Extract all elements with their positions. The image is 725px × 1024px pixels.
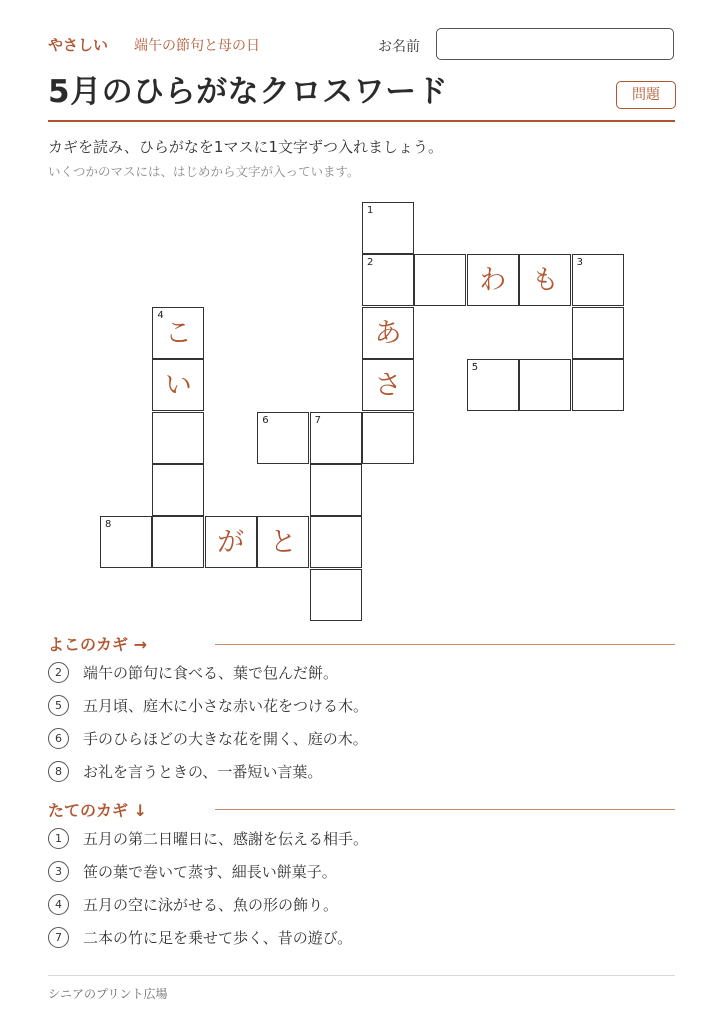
grid-cell[interactable] bbox=[362, 254, 414, 306]
cell-letter: こ bbox=[164, 317, 192, 349]
grid-cell[interactable] bbox=[205, 516, 257, 568]
clue-item bbox=[48, 894, 338, 915]
cell-letter: さ bbox=[374, 370, 402, 402]
clue-number: 3 bbox=[48, 861, 69, 882]
clue-item bbox=[48, 828, 368, 849]
clue-number: 4 bbox=[48, 894, 69, 915]
cell-letter: あ bbox=[374, 317, 402, 349]
clue-item bbox=[48, 927, 352, 948]
cell-number: 8 bbox=[105, 519, 112, 531]
grid-cell[interactable] bbox=[310, 412, 362, 464]
cell-number: 4 bbox=[157, 309, 164, 321]
grid-cell[interactable] bbox=[467, 359, 519, 411]
clue-text: 五月頃、庭木に小さな赤い花をつける木。 bbox=[83, 697, 369, 715]
cell-letter: い bbox=[164, 370, 192, 402]
problem-badge: 問題 bbox=[616, 81, 676, 109]
clue-number: 6 bbox=[48, 728, 69, 749]
clue-item bbox=[48, 761, 322, 782]
page-title: 5月のひらがなクロスワード bbox=[48, 74, 449, 110]
cell-number: 6 bbox=[262, 414, 269, 426]
cell-letter: わ bbox=[479, 265, 507, 297]
instructions-sub: いくつかのマスには、はじめから文字が入っています。 bbox=[48, 164, 360, 179]
cell-letter: も bbox=[531, 265, 559, 297]
grid-cell[interactable] bbox=[467, 254, 519, 306]
grid-cell[interactable] bbox=[519, 254, 571, 306]
across-divider bbox=[215, 644, 675, 645]
grid-cell[interactable] bbox=[572, 359, 624, 411]
name-label: お名前 bbox=[378, 39, 420, 55]
cell-letter: が bbox=[217, 527, 245, 559]
grid-cell[interactable] bbox=[519, 359, 571, 411]
down-heading: たてのカギ ↓ bbox=[48, 801, 147, 820]
clue-text: 五月の第二日曜日に、感謝を伝える相手。 bbox=[83, 830, 369, 848]
clue-text: 二本の竹に足を乗せて歩く、昔の遊び。 bbox=[83, 929, 353, 947]
cell-number: 1 bbox=[367, 205, 374, 216]
clue-number: 7 bbox=[48, 927, 69, 948]
difficulty-label: やさしい bbox=[48, 36, 109, 54]
grid-cell[interactable] bbox=[362, 359, 414, 411]
grid-cell[interactable] bbox=[257, 516, 309, 568]
clue-item bbox=[48, 695, 368, 716]
name-field[interactable] bbox=[436, 28, 674, 60]
grid-cell[interactable] bbox=[310, 516, 362, 568]
clue-text: 笹の葉で巻いて蒸す、細長い餅菓子。 bbox=[83, 863, 337, 881]
grid-cell[interactable] bbox=[414, 254, 466, 306]
clue-item bbox=[48, 728, 368, 749]
clue-number: 8 bbox=[48, 761, 69, 782]
grid-cell[interactable] bbox=[152, 359, 204, 411]
title-divider bbox=[48, 120, 675, 122]
down-divider bbox=[215, 809, 675, 810]
clue-text: 五月の空に泳がせる、魚の形の飾り。 bbox=[83, 896, 339, 914]
grid-cell[interactable] bbox=[257, 412, 309, 464]
grid-cell[interactable] bbox=[310, 464, 362, 516]
grid-cell[interactable] bbox=[572, 307, 624, 359]
grid-cell[interactable] bbox=[362, 202, 414, 254]
cell-number: 3 bbox=[576, 257, 583, 269]
instructions-main: カギを読み、ひらがなを1マスに1文字ずつ入れましょう。 bbox=[48, 138, 443, 156]
grid-cell[interactable] bbox=[362, 307, 414, 359]
clue-number: 2 bbox=[48, 662, 69, 683]
grid-cell[interactable] bbox=[310, 569, 362, 621]
cell-letter: と bbox=[269, 527, 297, 559]
clue-text: お礼を言うときの、一番短い言葉。 bbox=[83, 763, 323, 781]
theme-label: 端午の節句と母の日 bbox=[134, 38, 260, 54]
grid-cell[interactable] bbox=[572, 254, 624, 306]
across-heading: よこのカギ → bbox=[48, 635, 147, 654]
clue-text: 端午の節句に食べる、葉で包んだ餅。 bbox=[83, 664, 339, 682]
clue-number: 1 bbox=[48, 828, 69, 849]
grid-cell[interactable] bbox=[152, 412, 204, 464]
grid-cell[interactable] bbox=[152, 307, 204, 359]
footer-divider bbox=[48, 975, 675, 976]
cell-number: 5 bbox=[471, 362, 479, 374]
footer-text: シニアのプリント広場 bbox=[48, 987, 168, 1001]
cell-number: 7 bbox=[314, 414, 321, 426]
clue-item bbox=[48, 662, 338, 683]
cell-number: 2 bbox=[367, 257, 374, 269]
grid-cell[interactable] bbox=[152, 516, 204, 568]
clue-text: 手のひらほどの大きな花を開く、庭の木。 bbox=[83, 730, 368, 748]
clue-item bbox=[48, 861, 337, 882]
grid-cell[interactable] bbox=[100, 516, 152, 568]
grid-cell[interactable] bbox=[362, 412, 414, 464]
clue-number: 5 bbox=[48, 695, 69, 716]
grid-cell[interactable] bbox=[152, 464, 204, 516]
